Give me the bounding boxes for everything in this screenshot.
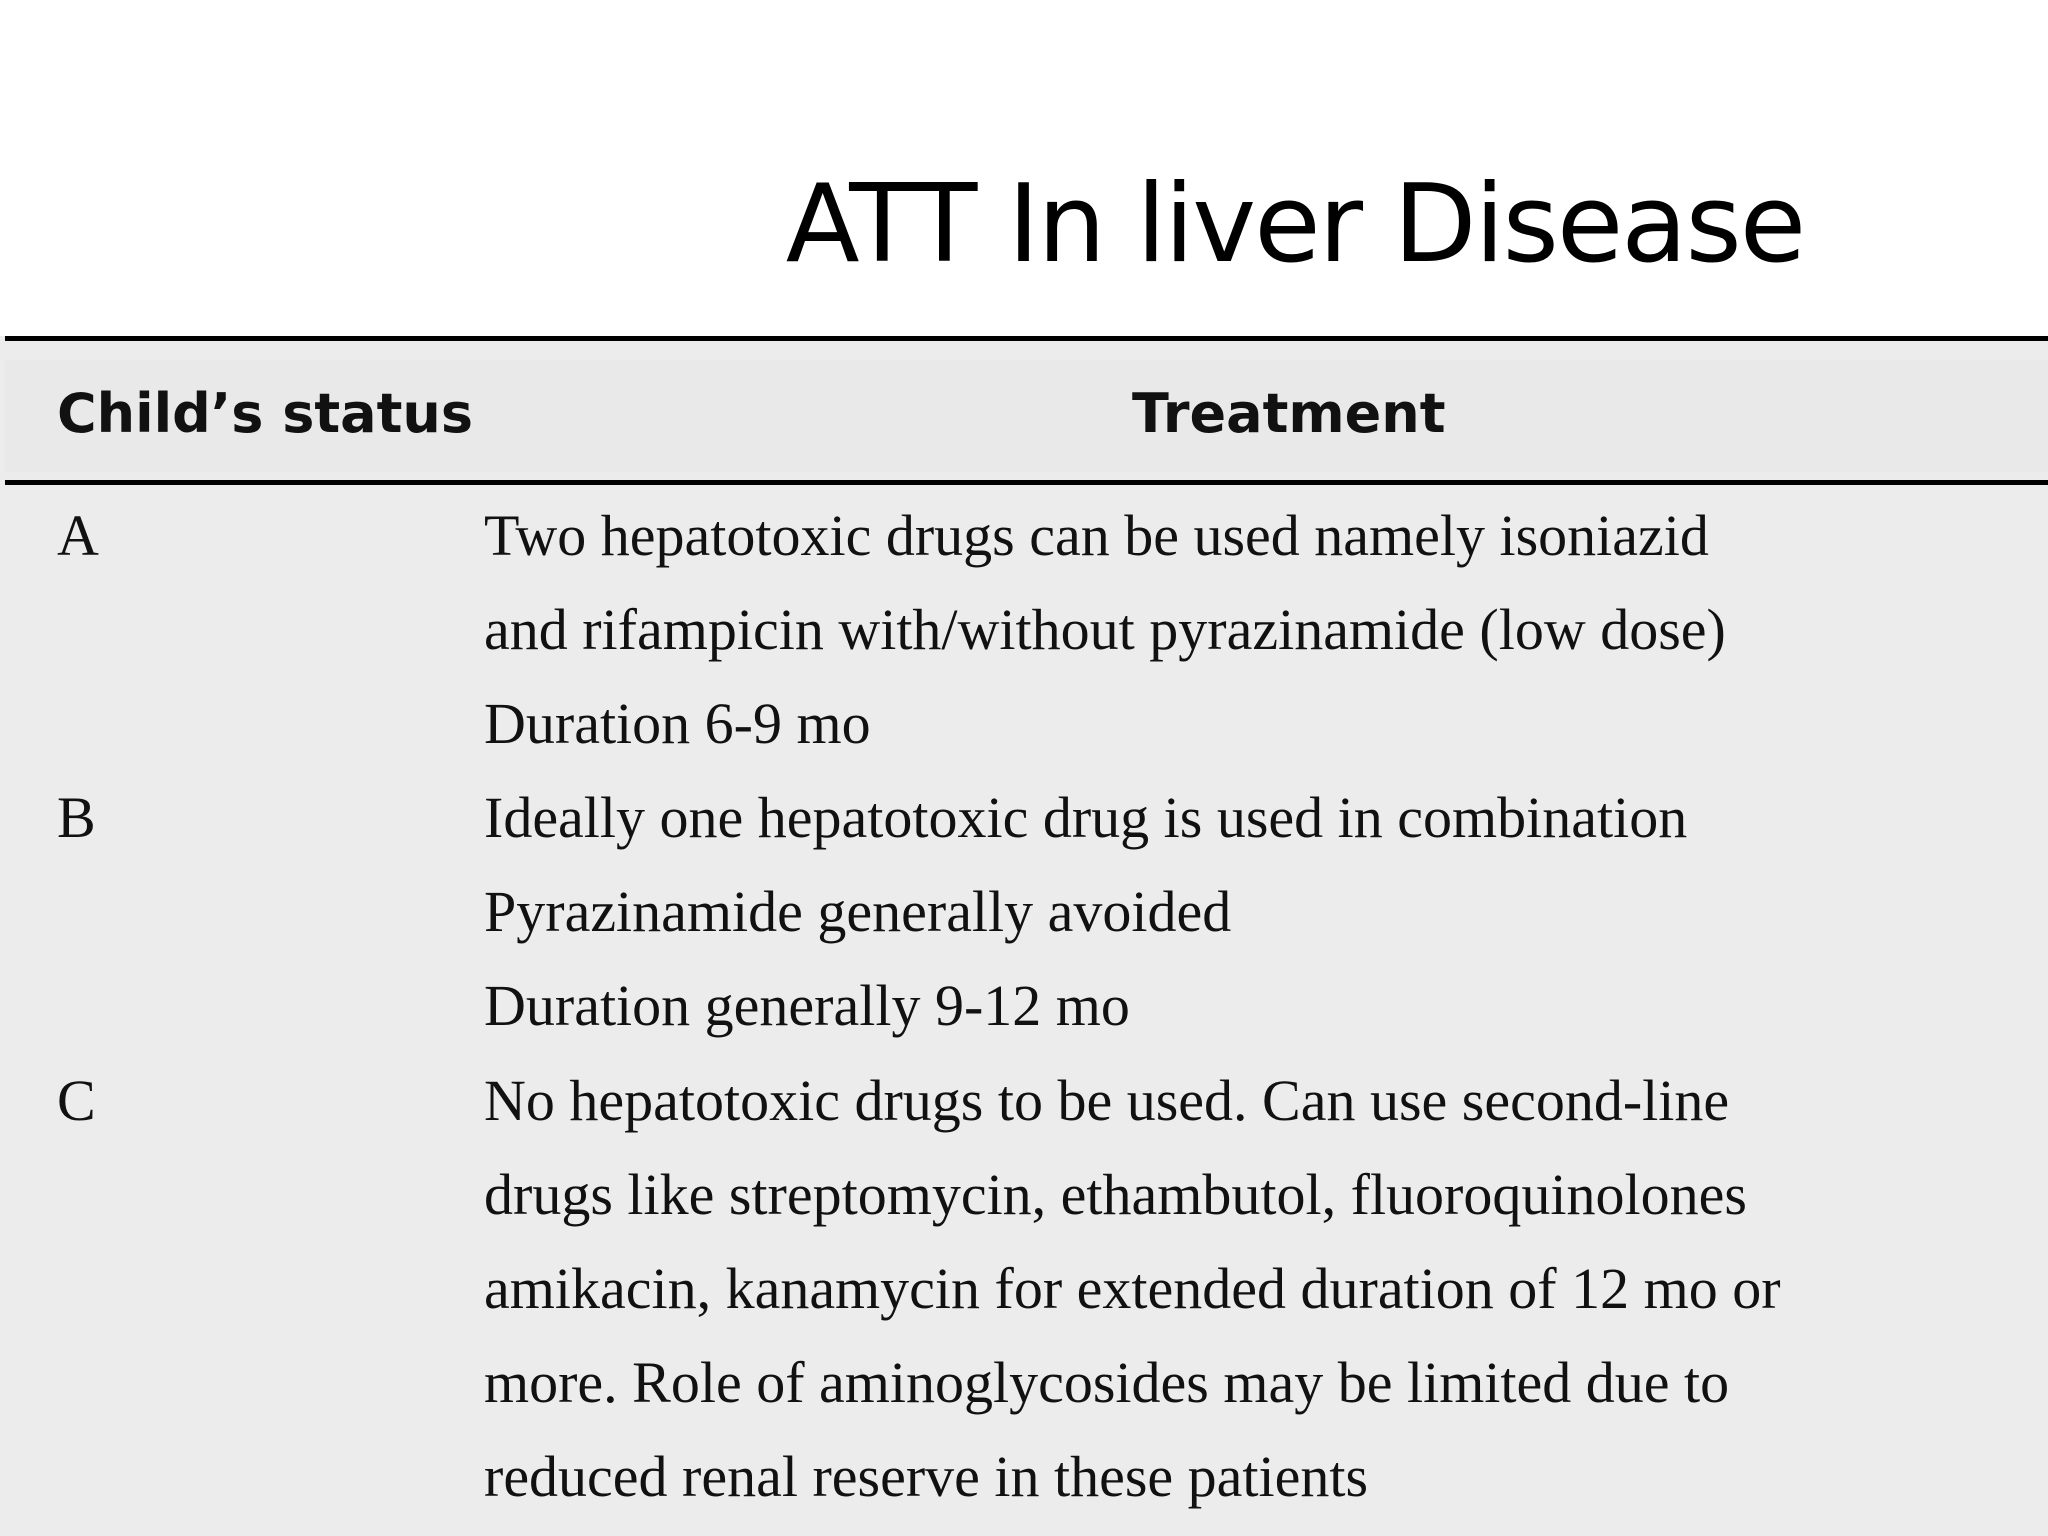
- row-b-treatment-line: Duration generally 9-12 mo: [484, 973, 1130, 1038]
- column-header-treatment: Treatment: [1132, 382, 1446, 445]
- row-c-treatment-line: drugs like streptomycin, ethambutol, fluoroquinolones: [484, 1162, 1747, 1227]
- row-a-treatment-line: and rifampicin with/without pyrazinamide (low dose): [484, 597, 1726, 662]
- column-header-childs-status: Child’s status: [57, 382, 473, 445]
- row-a-treatment-line: Duration 6-9 mo: [484, 691, 871, 756]
- row-b-treatment-line: Ideally one hepatotoxic drug is used in combination: [484, 785, 1688, 850]
- row-b-grade: B: [57, 785, 96, 850]
- row-c-treatment-line: No hepatotoxic drugs to be used. Can use second-line: [484, 1068, 1730, 1133]
- treatment-table: [0, 336, 2048, 1536]
- row-b-treatment-line: Pyrazinamide generally avoided: [484, 879, 1232, 944]
- row-c-treatment-line: reduced renal reserve in these patients: [484, 1444, 1369, 1509]
- slide-title: ATT In liver Disease: [785, 162, 1805, 287]
- row-c-treatment-line: amikacin, kanamycin for extended duration of 12 mo or: [484, 1256, 1781, 1321]
- table-header-rule: [5, 480, 2048, 485]
- row-c-treatment-line: more. Role of aminoglycosides may be limited due to: [484, 1350, 1730, 1415]
- row-c-grade: C: [57, 1068, 96, 1133]
- table-top-rule: [5, 336, 2048, 341]
- row-a-treatment-line: Two hepatotoxic drugs can be used namely isoniazid: [484, 503, 1709, 568]
- row-a-grade: A: [57, 503, 99, 568]
